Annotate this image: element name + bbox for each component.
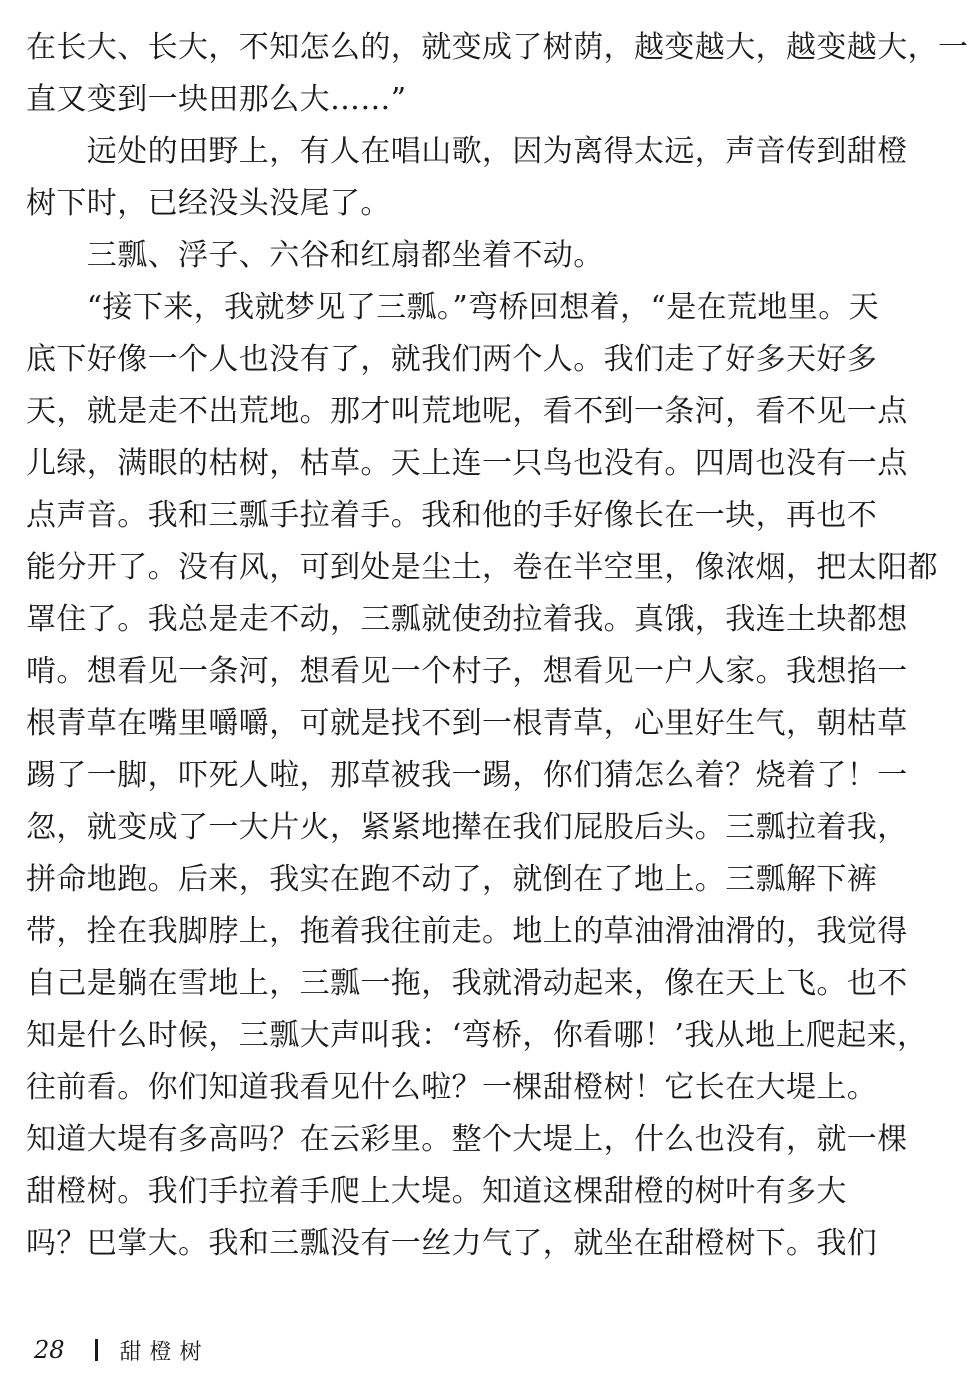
text-line: 拼命地跑。后来，我实在跑不动了，就倒在了地上。三瓢解下裤 xyxy=(26,862,878,897)
text-line: 罩住了。我总是走不动，三瓢就使劲拉着我。真饿，我连土块都想 xyxy=(26,602,908,637)
text-line: 自己是躺在雪地上，三瓢一拖，我就滑动起来，像在天上飞。也不 xyxy=(26,966,908,1001)
footer-divider xyxy=(95,1339,98,1361)
running-title: 甜橙树 xyxy=(119,1339,210,1365)
text-line: 吗？巴掌大。我和三瓢没有一丝力气了，就坐在甜橙树下。我们 xyxy=(26,1226,878,1261)
body-text xyxy=(26,0,968,1270)
text-line: 在长大、长大，不知怎么的，就变成了树荫，越变越大，越变越大，一 xyxy=(26,30,968,65)
text-line: 忽，就变成了一大片火，紧紧地撵在我们屁股后头。三瓢拉着我， xyxy=(26,810,908,845)
page-footer xyxy=(34,1330,210,1370)
text-line: 树下时，已经没头没尾了。 xyxy=(26,186,391,221)
text-line: 儿绿，满眼的枯树，枯草。天上连一只鸟也没有。四周也没有一点 xyxy=(26,446,908,481)
text-line: 直又变到一块田那么大……” xyxy=(26,82,407,117)
text-line: 根青草在嘴里嚼嚼，可就是找不到一根青草，心里好生气，朝枯草 xyxy=(26,706,908,741)
text-line: 往前看。你们知道我看见什么啦？一棵甜橙树！它长在大堤上。 xyxy=(26,1070,878,1105)
text-line: 能分开了。没有风，可到处是尘土，卷在半空里，像浓烟，把太阳都 xyxy=(26,550,938,585)
text-line: 甜橙树。我们手拉着手爬上大堤。知道这棵甜橙的树叶有多大 xyxy=(26,1174,847,1209)
text-line: 知是什么时候，三瓢大声叫我：‘弯桥，你看哪！’我从地上爬起来， xyxy=(26,1018,928,1053)
page-number: 28 xyxy=(34,1336,65,1364)
text-line: 知道大堤有多高吗？在云彩里。整个大堤上，什么也没有，就一棵 xyxy=(26,1122,908,1157)
text-line: 天，就是走不出荒地。那才叫荒地呢，看不到一条河，看不见一点 xyxy=(26,394,908,429)
text-line: 啃。想看见一条河，想看见一个村子，想看见一户人家。我想掐一 xyxy=(26,654,908,689)
text-line: 带，拴在我脚脖上，拖着我往前走。地上的草油滑油滑的，我觉得 xyxy=(26,914,908,949)
text-line: 点声音。我和三瓢手拉着手。我和他的手好像长在一块，再也不 xyxy=(26,498,878,533)
text-line: 三瓢、浮子、六谷和红扇都坐着不动。 xyxy=(26,238,604,273)
text-line: “接下来，我就梦见了三瓢。”弯桥回想着，“是在荒地里。天 xyxy=(26,290,880,325)
text-line: 踢了一脚，吓死人啦，那草被我一踢，你们猜怎么着？烧着了！一 xyxy=(26,758,908,793)
text-line: 远处的田野上，有人在唱山歌，因为离得太远，声音传到甜橙 xyxy=(26,134,908,169)
text-line: 底下好像一个人也没有了，就我们两个人。我们走了好多天好多 xyxy=(26,342,878,377)
